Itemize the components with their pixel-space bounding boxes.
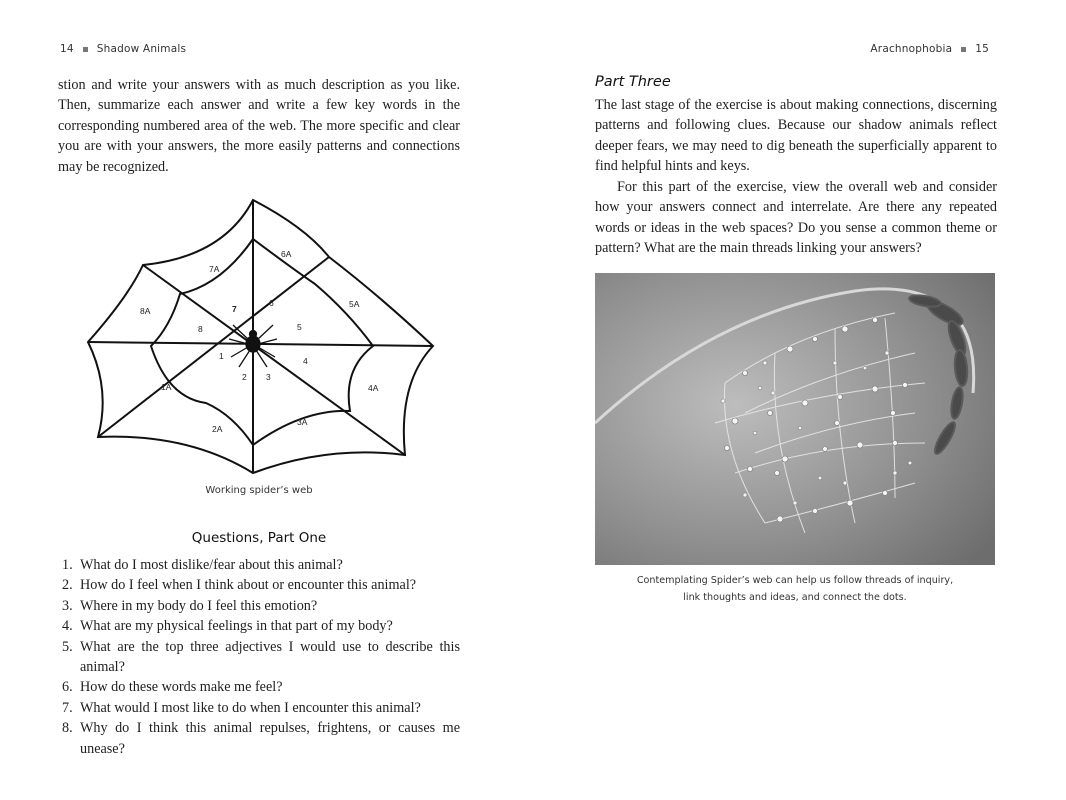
web-figure-caption: Working spider’s web — [205, 485, 313, 496]
web-label-3a: 3A — [297, 417, 308, 427]
dewy-spider-web-photo — [595, 273, 995, 565]
web-label-5: 5 — [297, 322, 302, 332]
separator-square-icon — [961, 47, 966, 52]
web-label-3: 3 — [266, 372, 271, 382]
right-running-title: Arachnophobia — [870, 43, 953, 55]
web-label-2: 2 — [242, 372, 247, 382]
paragraph-1: The last stage of the exercise is about making connections, discerning patterns and following clues. Because our shadow animals reflect deeper fears, we may need to dig beneath the superficially apparent to find helpful hints and keys. — [595, 97, 997, 175]
left-running-title: Shadow Animals — [96, 43, 187, 55]
right-page-number: 15 — [975, 43, 989, 55]
photo-caption — [595, 573, 995, 606]
list-item: 8. Why do I think this animal repulses, frightens, or causes me unease? — [62, 720, 460, 757]
web-label-8a: 8A — [140, 306, 151, 316]
part-three-heading: Part Three — [595, 74, 671, 90]
list-item: 2. How do I feel when I think about or encounter this animal? — [62, 577, 417, 594]
questions-heading: Questions, Part One — [191, 530, 327, 546]
photo-caption-line-1: Contemplating Spider’s web can help us follow threads of inquiry, — [636, 575, 954, 586]
web-label-1: 1 — [219, 351, 224, 361]
web-middle-ring — [151, 239, 373, 445]
left-running-head — [60, 43, 186, 55]
list-item: 6. How do these words make me feel? — [62, 679, 283, 696]
spider-web-diagram — [83, 197, 435, 475]
left-page-number: 14 — [60, 43, 74, 55]
web-label-4: 4 — [303, 356, 308, 366]
web-label-2a: 2A — [212, 424, 223, 434]
right-running-head — [870, 43, 989, 55]
questions-list — [58, 555, 460, 759]
web-label-6a: 6A — [281, 249, 292, 259]
web-label-7a: 7A — [209, 264, 220, 274]
list-item: 4. What are my physical feelings in that part of my body? — [62, 618, 393, 635]
web-label-5a: 5A — [349, 299, 360, 309]
intro-paragraph: stion and write your answers with as much description as you like. Then, summarize each answer and write a few key words in the corresponding numbered area of the web. The more specific and clear you are with your answers, the more easily patterns and connections may be recognized. — [58, 77, 460, 175]
list-item: 1. What do I most dislike/fear about this animal? — [62, 557, 343, 573]
list-item: 7. What would I most like to do when I encounter this animal? — [62, 699, 421, 716]
right-page — [533, 0, 1066, 800]
web-label-6: 6 — [269, 298, 274, 308]
separator-square-icon — [83, 47, 88, 52]
web-label-1a: 1A — [161, 382, 172, 392]
web-label-7: 7 — [232, 304, 237, 314]
web-label-4a: 4A — [368, 383, 379, 393]
photo-caption-line-2: link thoughts and ideas, and connect the dots. — [683, 591, 907, 603]
list-item: 5. What are the top three adjectives I would use to describe this animal? — [62, 638, 460, 676]
web-label-8: 8 — [198, 324, 203, 334]
list-item: 3. Where in my body do I feel this emotion? — [62, 597, 318, 614]
paragraph-2: For this part of the exercise, view the overall web and consider how your answers connect and interrelate. Are there any repeated words or ideas in the web spaces? Do you sense a common theme or pattern? What are the main threads linking your answers? — [595, 179, 997, 257]
